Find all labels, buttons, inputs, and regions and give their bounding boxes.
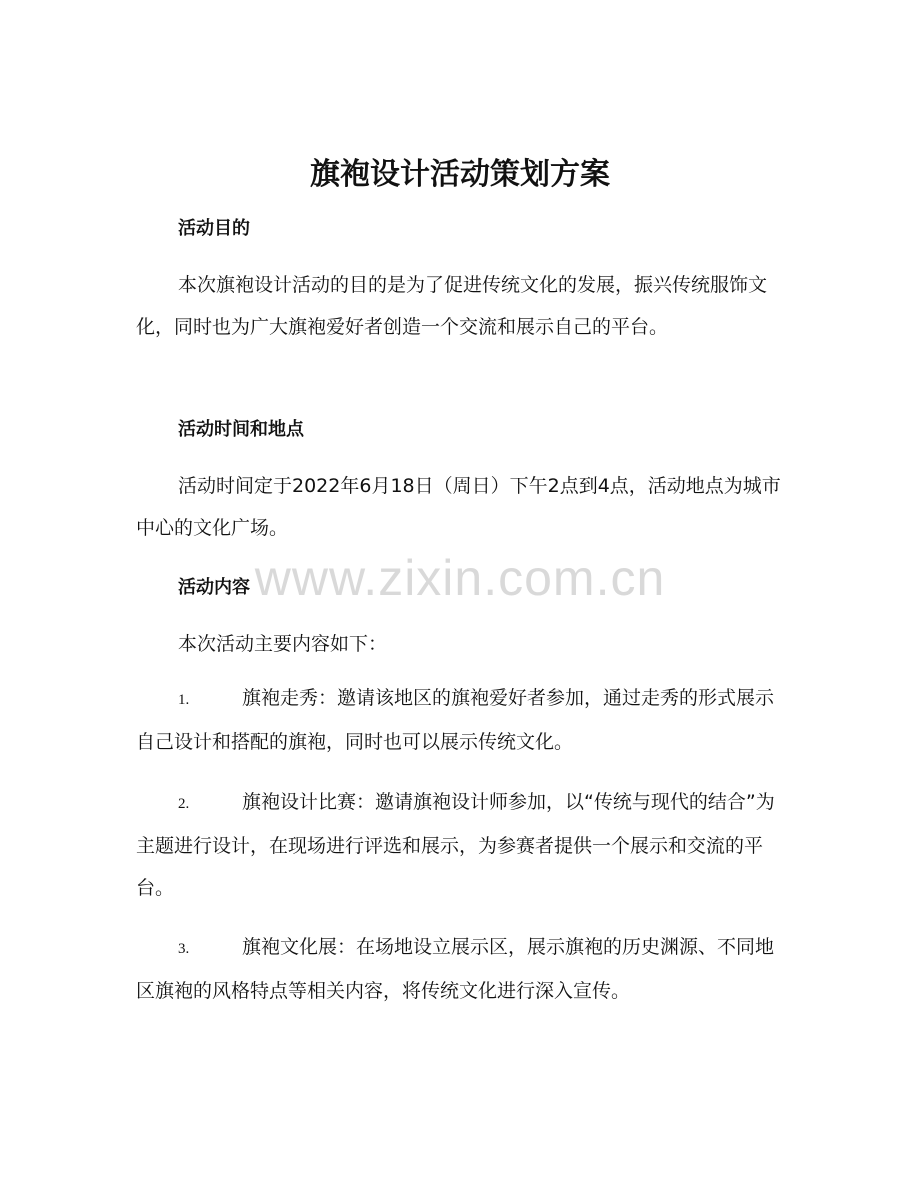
section-heading-time-place: 活动时间和地点 — [178, 419, 304, 440]
list-number: 3. — [178, 941, 190, 957]
list-number: 2. — [178, 796, 190, 812]
section-heading-content: 活动内容 — [178, 577, 250, 598]
section-heading-purpose: 活动目的 — [178, 218, 250, 239]
document-title: 旗袍设计活动策划方案 — [310, 157, 610, 192]
watermark: www.zixin.com.cn — [254, 550, 666, 606]
section-text-time-place: 活动时间定于2022年6月18日（周日）下午2点到4点，活动地点为城市中心的文化广场。 — [136, 475, 781, 539]
section-text-content-intro: 本次活动主要内容如下： — [178, 633, 388, 655]
list-item — [136, 677, 786, 763]
list-number: 1. — [178, 692, 190, 708]
section-text-purpose: 本次旗袍设计活动的目的是为了促进传统文化的发展，振兴传统服饰文化，同时也为广大旗袍爱好者创造一个交流和展示自己的平台。 — [136, 274, 768, 338]
list-text: 旗袍文化展：在场地设立展示区，展示旗袍的历史渊源、不同地区旗袍的风格特点等相关内容，将传统文化进行深入宣传。 — [136, 936, 775, 1002]
list-item — [136, 781, 786, 909]
list-text: 旗袍走秀：邀请该地区的旗袍爱好者参加，通过走秀的形式展示自己设计和搭配的旗袍，同时也可以展示传统文化。 — [136, 687, 775, 753]
list-text: 旗袍设计比赛：邀请旗袍设计师参加，以“传统与现代的结合”为主题进行设计，在现场进行评选和展示，为参赛者提供一个展示和交流的平台。 — [136, 791, 775, 899]
list-item — [136, 926, 786, 1012]
